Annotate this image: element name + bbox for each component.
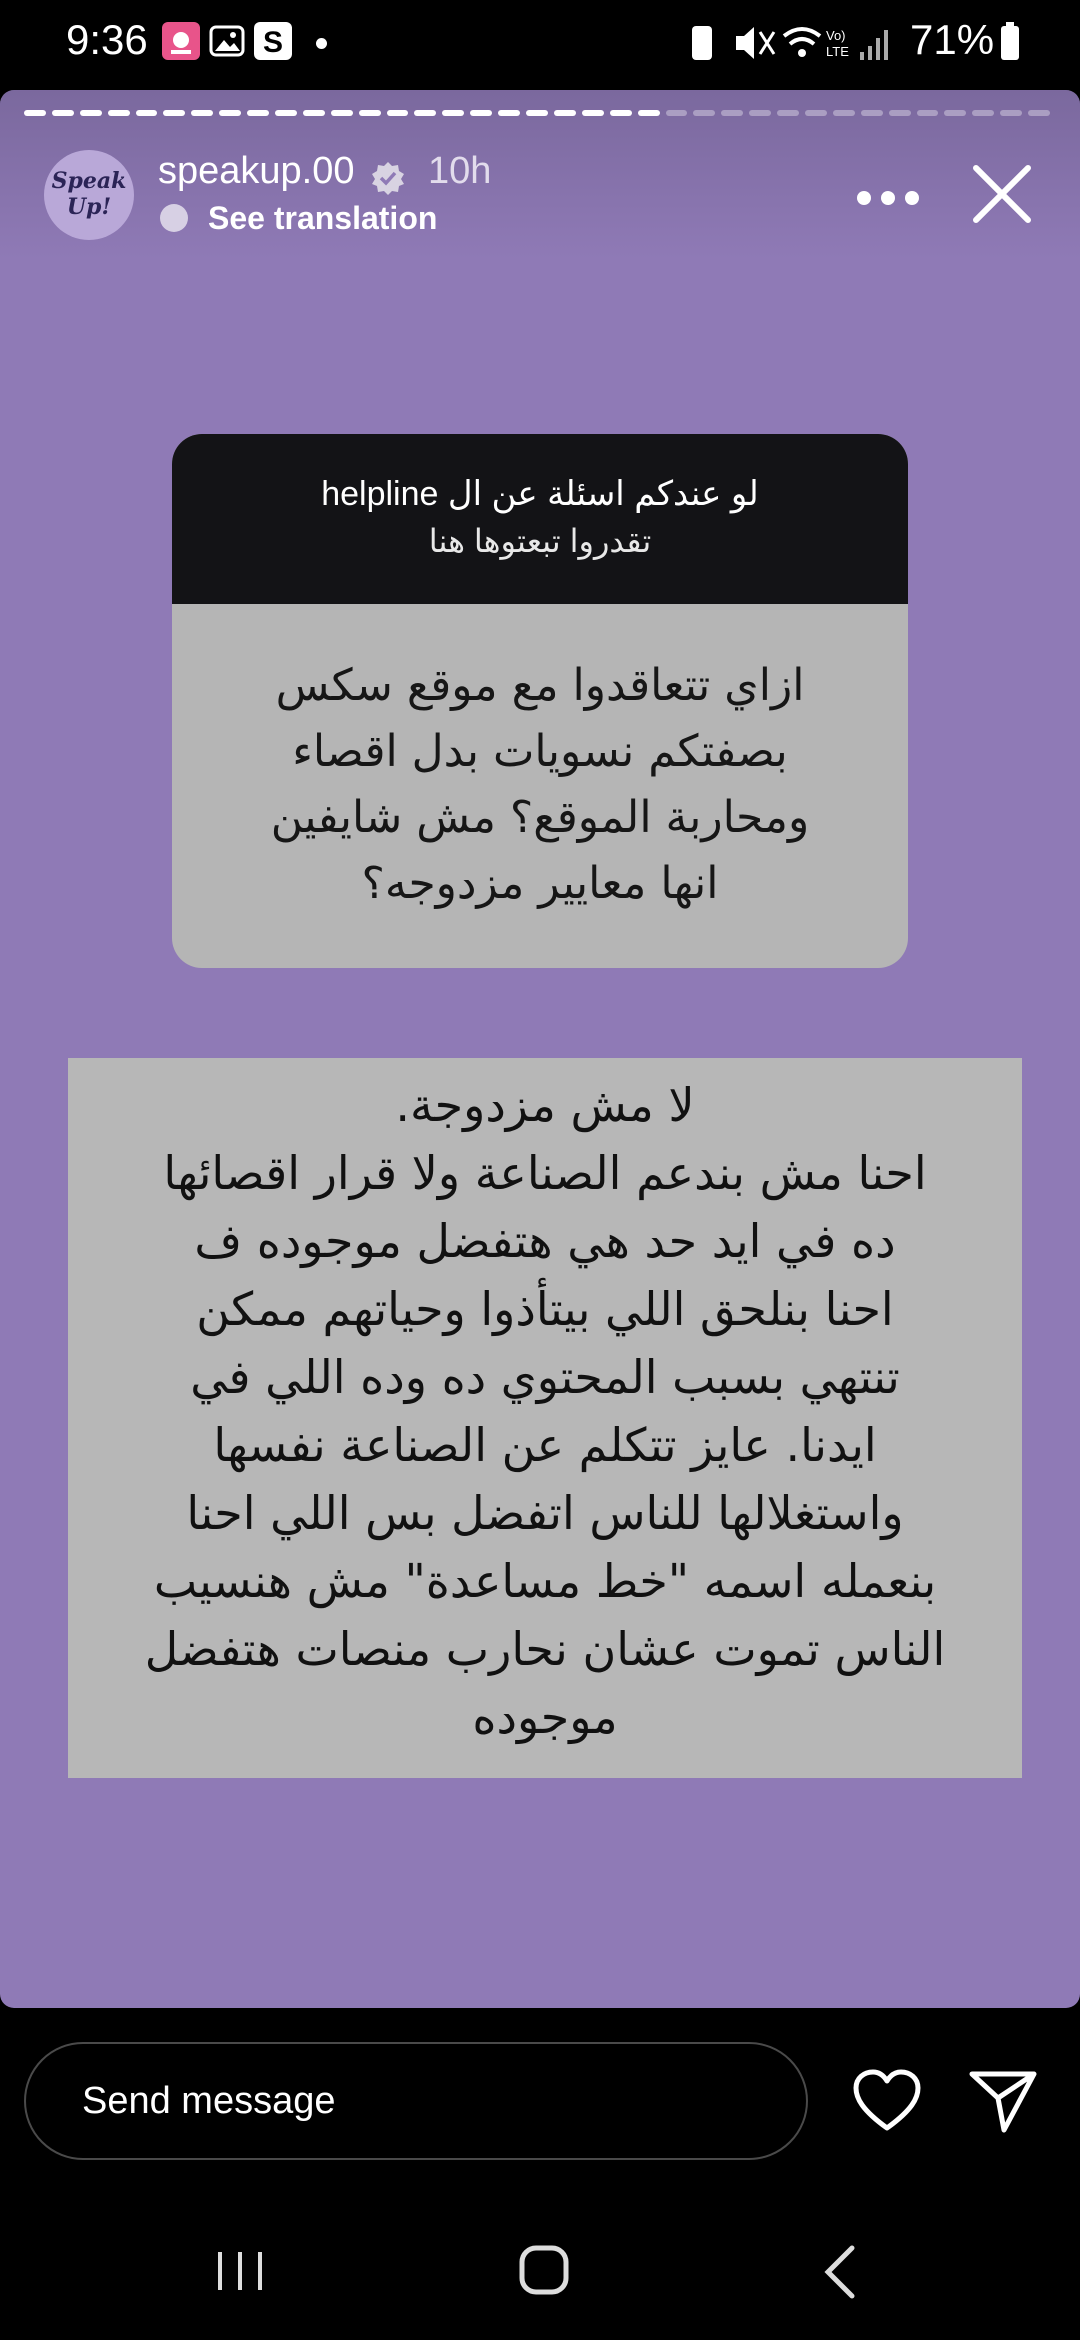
notification-dot [316,38,327,49]
verified-badge-icon [370,160,406,196]
story-progress-segment [247,110,269,116]
story-progress-segment [777,110,799,116]
story-progress-segment [359,110,381,116]
translate-icon [160,204,188,232]
story-progress-segment [666,110,688,116]
story-progress-segment [442,110,464,116]
story-progress-segment [693,110,715,116]
avatar-text-line2: Up! [66,194,112,220]
question-header-line-1: لو عندكم اسئلة عن ال helpline [321,475,759,513]
photo-app-icon [162,22,200,60]
close-icon[interactable] [970,162,1034,226]
avatar-text-line1: Speak [51,168,127,194]
answer-line: احنا بنلحق اللي بيتأذوا وحياتهم ممكن [196,1282,894,1336]
question-line: ومحاربة الموقع؟ مش شايفين [270,792,810,843]
story-progress-segment [24,110,46,116]
answer-line: احنا مش بندعم الصناعة ولا قرار اقصائها [163,1146,927,1200]
story-progress-segment [861,110,883,116]
status-bar [0,0,1080,88]
story-progress-segment [554,110,576,116]
answer-line: الناس تموت عشان نحارب منصات هتفضل [144,1622,946,1676]
story-progress-segment [275,110,297,116]
story-progress-segment [917,110,939,116]
story-progress-segment [80,110,102,116]
story-progress-segment [526,110,548,116]
story-viewer[interactable] [0,90,1080,2008]
answer-line: لا مش مزدوجة. [395,1078,695,1132]
question-line: بصفتكم نسويات بدل اقصاء [292,726,788,777]
see-translation-link[interactable]: See translation [208,200,438,236]
story-progress-segment [833,110,855,116]
svg-text:Vo): Vo) [826,28,846,43]
story-progress-bar [24,110,1056,116]
svg-text:LTE: LTE [826,44,849,59]
answer-text-box [68,1058,1022,1778]
story-progress-segment [136,110,158,116]
question-sticker[interactable] [172,434,908,968]
story-progress-segment [303,110,325,116]
story-progress-segment [582,110,604,116]
svg-text:S: S [262,26,284,59]
back-icon[interactable] [820,2244,860,2300]
story-progress-segment [638,110,660,116]
avatar[interactable] [44,150,134,240]
question-header-line-2: تقدروا تبعتوها هنا [428,523,652,559]
answer-line: بنعمله اسمه "خط مساعدة" مش هنسيب [153,1554,937,1608]
question-line: انها معايير مزدوجه؟ [361,858,719,909]
s-app-icon [254,22,292,60]
story-progress-segment [944,110,966,116]
answer-line: ايدنا. عايز تتكلم عن الصناعة نفسها [213,1418,877,1472]
story-progress-segment [749,110,771,116]
question-line: ازاي تتعاقدوا مع موقع سكس [275,660,805,711]
answer-line: تنتهي بسبب المحتوي ده وده اللي في [190,1350,900,1404]
story-progress-segment [610,110,632,116]
story-progress-segment [191,110,213,116]
answer-line: واستغلالها للناس اتفضل بس اللي احنا [186,1486,904,1540]
like-heart-icon[interactable] [852,2068,922,2134]
battery-percent: 71% [910,16,995,63]
question-sticker-body [172,604,908,968]
send-direct-icon[interactable] [968,2068,1038,2134]
question-sticker-header [172,434,908,604]
story-progress-segment [219,110,241,116]
story-progress-segment [414,110,436,116]
answer-line: ده في ايد حد هي هتفضل موجوده ف [194,1214,896,1268]
story-progress-segment [108,110,130,116]
more-options-icon[interactable] [856,186,920,210]
home-icon[interactable] [514,2240,574,2300]
send-message-input[interactable] [24,2042,808,2160]
story-time-ago: 10h [428,150,492,192]
system-status-icons [684,22,906,64]
story-progress-segment [889,110,911,116]
recent-apps-icon[interactable] [210,2250,270,2292]
story-progress-segment [163,110,185,116]
story-username[interactable]: speakup.00 [158,150,355,192]
story-progress-segment [470,110,492,116]
story-progress-segment [805,110,827,116]
story-progress-segment [387,110,409,116]
status-time: 9:36 [66,16,148,63]
story-progress-segment [1028,110,1050,116]
story-progress-segment [1000,110,1022,116]
battery-icon [1000,22,1020,62]
story-progress-segment [498,110,520,116]
answer-line: موجوده [472,1690,618,1744]
story-progress-segment [972,110,994,116]
send-message-placeholder: Send message [82,2080,336,2122]
story-progress-segment [331,110,353,116]
story-progress-segment [52,110,74,116]
story-progress-segment [721,110,743,116]
gallery-icon [208,22,246,60]
